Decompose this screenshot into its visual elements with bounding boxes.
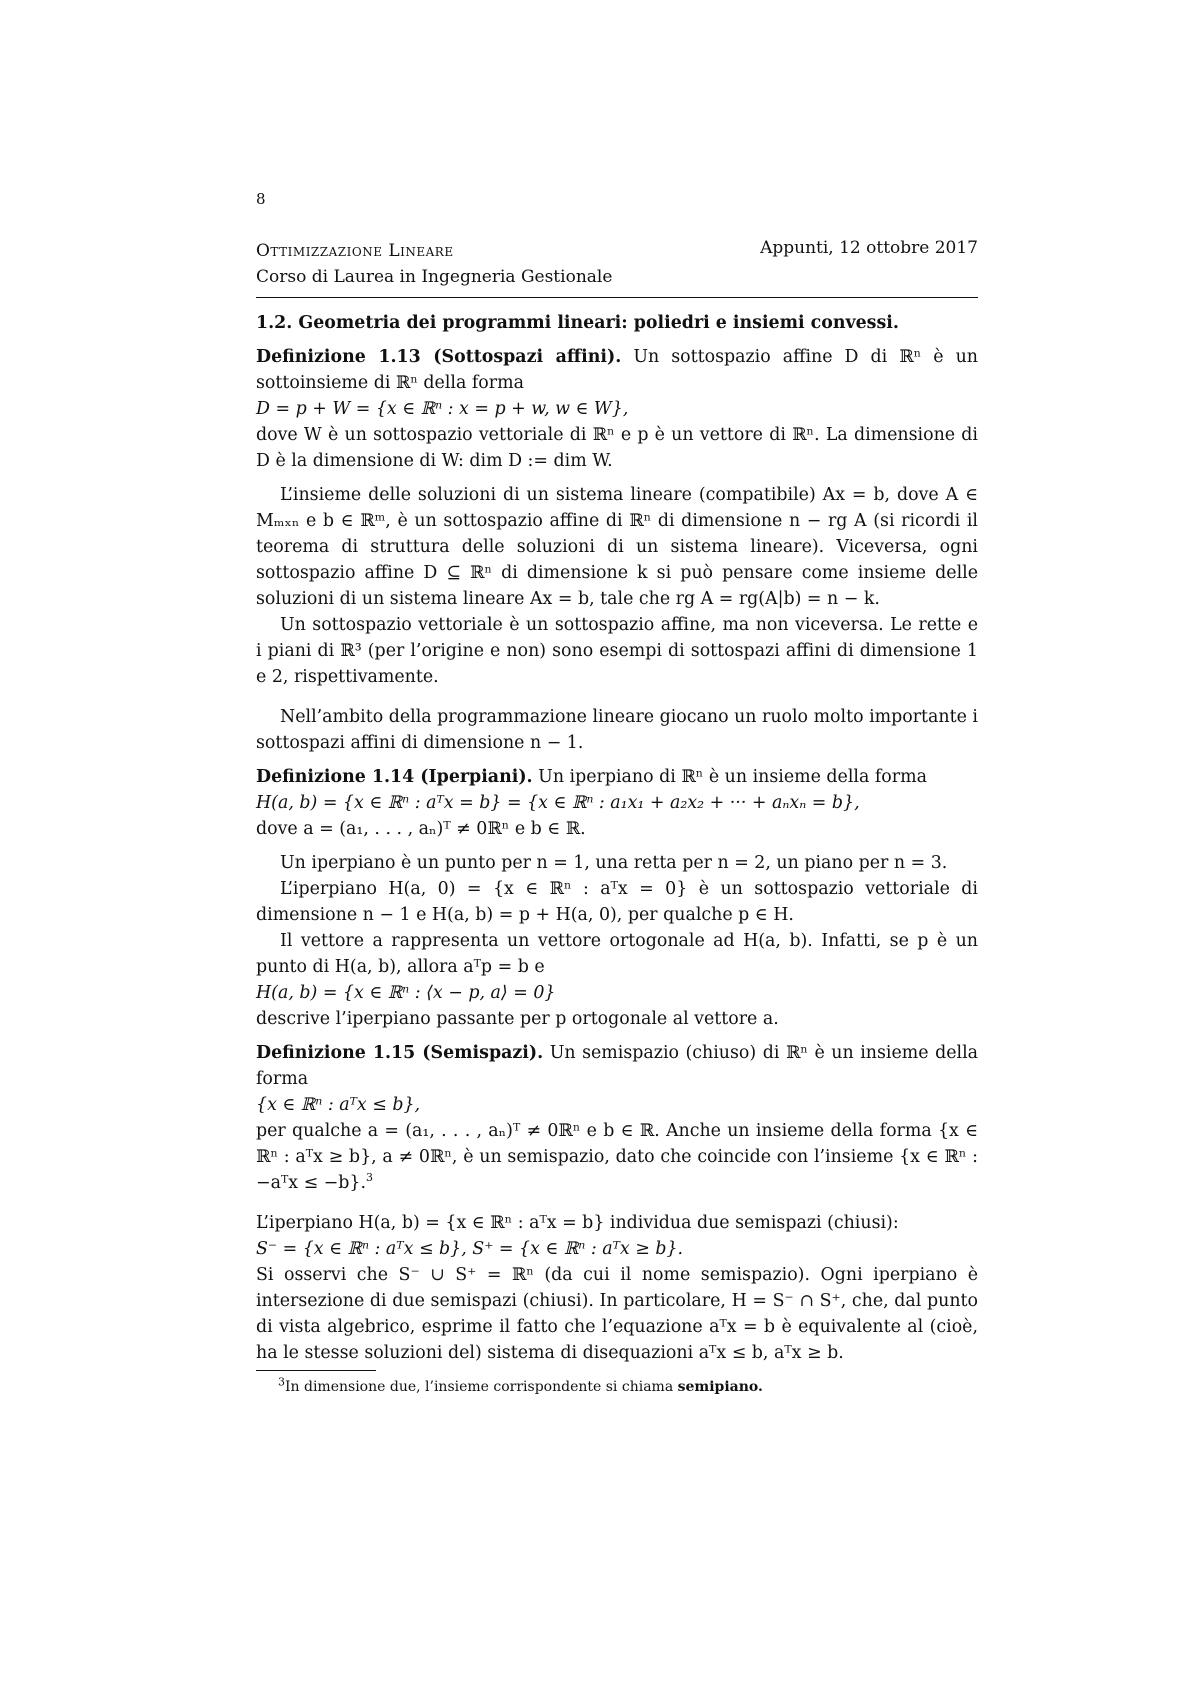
definition-label: Definizione 1.15 (Semispazi).: [256, 1043, 544, 1063]
paragraph: Si osservi che S⁻ ∪ S⁺ = ℝⁿ (da cui il nome semispazio). Ogni iperpiano è intersezione di due semispazi (chiusi). In particolare, H = S⁻ ∩ S⁺, che, dal punto di vista algebrico, esprime il fatto che l’equazione aᵀx = b è equivalente al (cioè, ha le stesse soluzioni del) sistema di disequazioni aᵀx ≤ b, aᵀx ≥ b.: [256, 1265, 978, 1363]
page-number: 8: [256, 190, 266, 208]
footnote-rule: [256, 1370, 376, 1371]
paragraph: L’iperpiano H(a, 0) = {x ∈ ℝⁿ : aᵀx = 0} è un sottospazio vettoriale di dimensione n − 1 e H(a, b) = p + H(a, 0), per qualche p ∈ H.: [256, 879, 978, 925]
course-title: Ottimizzazione Lineare: [256, 241, 454, 261]
header-rule: [256, 297, 978, 298]
running-header-left: [256, 238, 612, 290]
definition-label: Definizione 1.13 (Sottospazi affini).: [256, 347, 622, 367]
paragraph: Un sottospazio vettoriale è un sottospazio affine, ma non viceversa. Le rette e i piani di ℝ³ (per l’origine e non) sono esempi di sottospazi affini di dimensione 1 e 2, rispettivamente.: [256, 615, 978, 687]
equation-affine: D = p + W = {x ∈ ℝⁿ : x = p + w, w ∈ W},: [256, 399, 629, 419]
main-content: [256, 308, 978, 1397]
definition-1-14: [256, 764, 978, 790]
equation-halfspaces-pair: S⁻ = {x ∈ ℝⁿ : aᵀx ≤ b}, S⁺ = {x ∈ ℝⁿ : aᵀx ≥ b}.: [256, 1239, 684, 1259]
definition-text: Un sottospazio affine D di ℝⁿ è un sottoinsieme di ℝⁿ della forma: [256, 347, 978, 393]
definition-1-15: [256, 1040, 978, 1092]
definition-after: dove a = (a₁, . . . , aₙ)ᵀ ≠ 0ℝⁿ e b ∈ ℝ.: [256, 819, 586, 839]
section-heading: 1.2. Geometria dei programmi lineari: poliedri e insiemi convessi.: [256, 313, 899, 333]
paragraph: descrive l’iperpiano passante per p ortogonale al vettore a.: [256, 1009, 779, 1029]
equation-halfspace: {x ∈ ℝⁿ : aᵀx ≤ b},: [256, 1095, 421, 1115]
definition-text: Un semispazio (chiuso) di ℝⁿ è un insieme della forma: [256, 1043, 978, 1089]
footnote-mark[interactable]: 3: [365, 1171, 373, 1185]
footnote-term: semipiano.: [677, 1379, 763, 1395]
definition-text: Un iperpiano di ℝⁿ è un insieme della forma: [538, 767, 927, 787]
equation-orthogonal: H(a, b) = {x ∈ ℝⁿ : ⟨x − p, a⟩ = 0}: [256, 983, 556, 1003]
footnote-number: 3: [278, 1375, 285, 1389]
definition-1-13: [256, 344, 978, 396]
paragraph: Nell’ambito della programmazione lineare giocano un ruolo molto importante i sottospazi affini di dimensione n − 1.: [256, 707, 978, 753]
paragraph: L’insieme delle soluzioni di un sistema lineare (compatibile) Ax = b, dove A ∈ Mₘₓₙ e b ∈ ℝᵐ, è un sottospazio affine di ℝⁿ di dimensione n − rg A (si ricordi il teorema di struttura delle soluzioni di un sistema lineare). Viceversa, ogni sottospazio affine D ⊆ ℝⁿ di dimensione k si può pensare come insieme delle soluzioni di un sistema lineare Ax = b, tale che rg A = rg(A|b) = n − k.: [256, 485, 978, 609]
definition-label: Definizione 1.14 (Iperpiani).: [256, 767, 533, 787]
paragraph: Il vettore a rappresenta un vettore ortogonale ad H(a, b). Infatti, se p è un punto di H(a, b), allora aᵀp = b e: [256, 931, 978, 977]
footnote: $^3$In dimensione due, l’insieme corrispondente si chiama semipiano.: [278, 1375, 763, 1395]
definition-after: per qualche a = (a₁, . . . , aₙ)ᵀ ≠ 0ℝⁿ e b ∈ ℝ. Anche un insieme della forma {x ∈ ℝⁿ : aᵀx ≥ b}, a ≠ 0ℝⁿ, è un semispazio, dato che coincide con l’insieme {x ∈ ℝⁿ : −aᵀx ≤ −b}.$^3$: [256, 1121, 978, 1193]
definition-after: dove W è un sottospazio vettoriale di ℝⁿ e p è un vettore di ℝⁿ. La dimensione di D è la dimensione di W: dim D := dim W.: [256, 425, 978, 471]
header-date: Appunti, 12 ottobre 2017: [760, 238, 978, 258]
paragraph: L’iperpiano H(a, b) = {x ∈ ℝⁿ : aᵀx = b} individua due semispazi (chiusi):: [256, 1213, 899, 1233]
equation-hyperplane: H(a, b) = {x ∈ ℝⁿ : aᵀx = b} = {x ∈ ℝⁿ : a₁x₁ + a₂x₂ + ··· + aₙxₙ = b},: [256, 793, 860, 813]
course-subtitle: Corso di Laurea in Ingegneria Gestionale: [256, 267, 613, 287]
paragraph: Un iperpiano è un punto per n = 1, una retta per n = 2, un piano per n = 3.: [280, 853, 948, 873]
